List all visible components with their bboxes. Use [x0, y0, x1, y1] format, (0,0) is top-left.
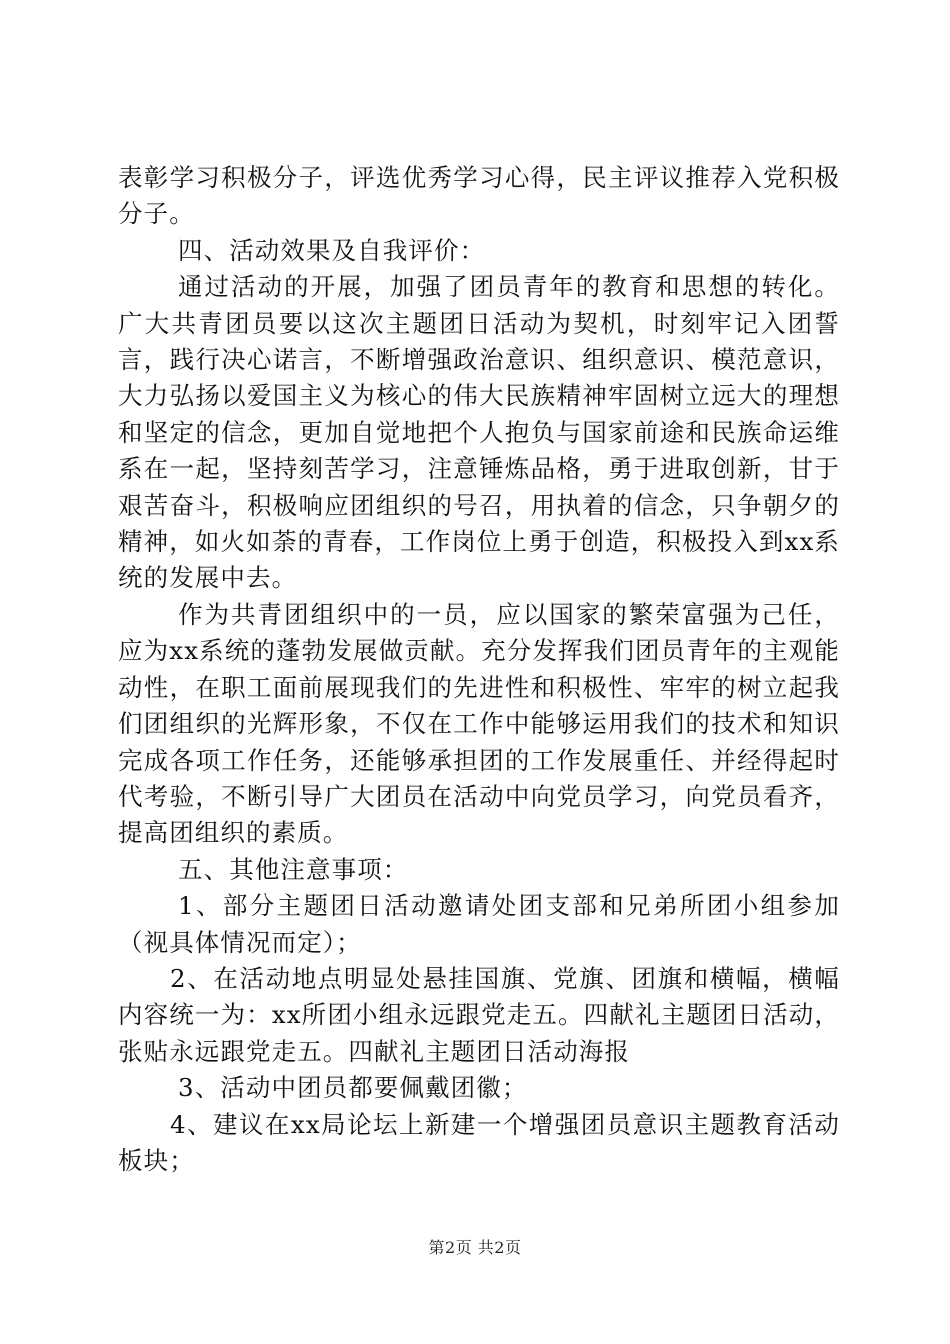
document-body	[118, 160, 840, 1179]
list-item-note-2: 2、在活动地点明显处悬挂国旗、党旗、团旗和横幅，横幅内容统一为：xx所团小组永远跟党走五。四献礼主题团日活动，张贴永远跟党走五。四献礼主题团日活动海报	[118, 963, 840, 1066]
page-number-footer: 第2页 共2页	[428, 1238, 522, 1257]
list-item-note-1: 1、部分主题团日活动邀请处团支部和兄弟所团小组参加（视具体情况而定）；	[118, 891, 840, 957]
paragraph-league-member-role: 作为共青团组织中的一员，应以国家的繁荣富强为己任，应为xx系统的蓬勃发展做贡献。充分发挥我们团员青年的主观能动性，在职工面前展现我们的先进性和积极性、牢牢的树立起我们团组织的光辉形象，不仅在工作中能够运用我们的技术和知识完成各项工作任务，还能够承担团的工作发展重任、并经得起时代考验，不断引导广大团员在活动中向党员学习，向党员看齐，提高团组织的素质。	[118, 599, 840, 848]
heading-section-four: 四、活动效果及自我评价：	[178, 235, 486, 265]
list-item-note-3: 3、活动中团员都要佩戴团徽；	[178, 1073, 528, 1103]
list-item-note-4: 4、建议在xx局论坛上新建一个增强团员意识主题教育活动板块；	[118, 1109, 840, 1175]
heading-section-five: 五、其他注意事项：	[178, 854, 409, 884]
paragraph-activity-effect: 通过活动的开展，加强了团员青年的教育和思想的转化。广大共青团员要以这次主题团日活动为契机，时刻牢记入团誓言，践行决心诺言，不断增强政治意识、组织意识、模范意识，大力弘扬以爱国主义为核心的伟大民族精神牢固树立远大的理想和坚定的信念，更加自觉地把个人抱负与国家前途和民族命运维系在一起，坚持刻苦学习，注意锤炼品格，勇于进取创新，甘于艰苦奋斗，积极响应团组织的号召，用执着的信念，只争朝夕的精神，如火如荼的青春，工作岗位上勇于创造，积极投入到xx系统的发展中去。	[118, 272, 840, 593]
paragraph-commendation: 表彰学习积极分子，评选优秀学习心得，民主评议推荐入党积极分子。	[118, 163, 840, 229]
